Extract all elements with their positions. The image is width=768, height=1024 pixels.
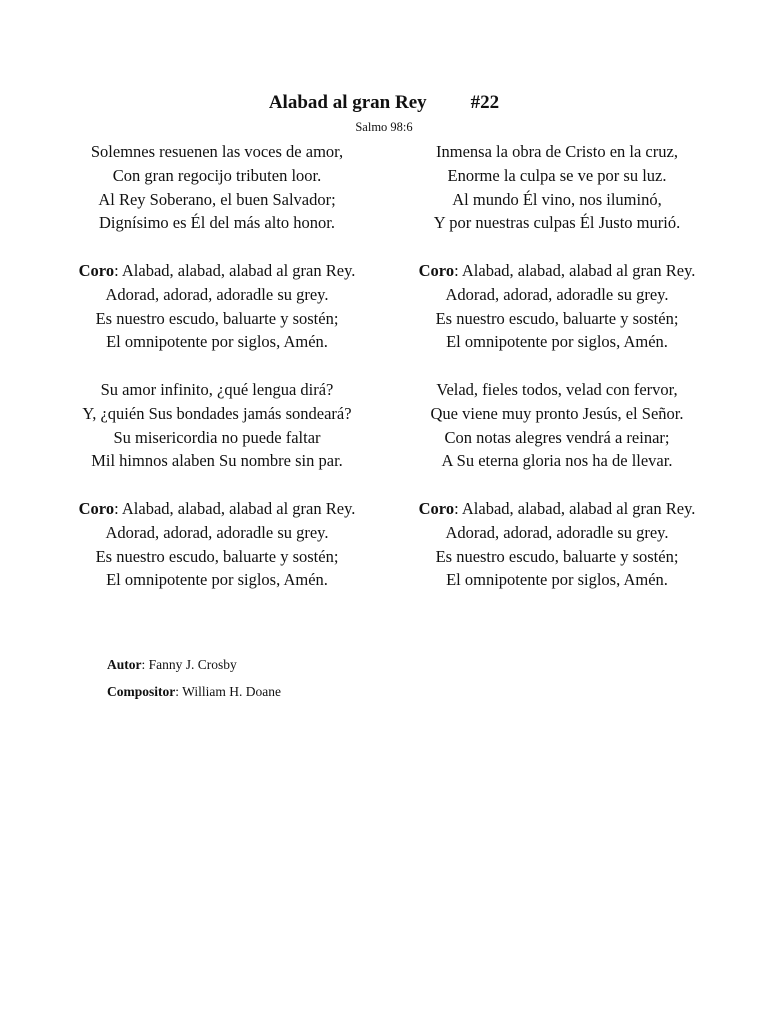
composer-credit [107,678,281,705]
verse-line: Su amor infinito, ¿qué lengua dirá? [100,379,334,399]
chorus-first-text: : Alabad, alabad, alabad al gran Rey. [454,498,696,518]
verse-4 [387,378,727,473]
chorus-first-text: : Alabad, alabad, alabad al gran Rey. [114,260,356,280]
verse-line: Y, ¿quién Sus bondades jamás sondeará? [82,403,352,423]
chorus-line: El omnipotente por siglos, Amén. [106,332,328,352]
hymn-title [0,92,768,114]
verse-2 [47,378,387,473]
right-column [387,140,727,616]
composer-name: : William H. Doane [175,684,281,699]
chorus-line: Adorad, adorad, adoradle su grey. [105,522,329,542]
composer-label: Compositor [107,684,176,699]
verse-line: Con gran regocijo tributen loor. [112,165,322,185]
verse-line: Con notas alegres vendrá a reinar; [444,427,670,447]
chorus-line: Adorad, adorad, adoradle su grey. [445,522,669,542]
chorus-line: El omnipotente por siglos, Amén. [446,570,668,590]
chorus-line: Es nuestro escudo, baluarte y sostén; [435,546,679,566]
verse-line: Que viene muy pronto Jesús, el Señor. [430,403,684,423]
chorus-first-text: : Alabad, alabad, alabad al gran Rey. [114,498,356,518]
verse-1 [47,140,387,235]
chorus-3 [387,259,727,354]
verse-line: Velad, fieles todos, velad con fervor, [436,379,678,399]
author-credit [107,651,281,678]
verse-line: Al Rey Soberano, el buen Salvador; [98,189,336,209]
scripture-reference: Salmo 98:6 [355,120,413,134]
chorus-line: Adorad, adorad, adoradle su grey. [445,284,669,304]
chorus-line: Es nuestro escudo, baluarte y sostén; [95,308,339,328]
chorus-4 [387,497,727,592]
left-column [47,140,387,616]
verse-line: Su misericordia no puede faltar [113,427,321,447]
verse-line: Y por nuestras culpas Él Justo murió. [433,213,681,233]
author-name: : Fanny J. Crosby [141,657,237,672]
chorus-line: Es nuestro escudo, baluarte y sostén; [95,546,339,566]
chorus-2 [47,497,387,592]
chorus-first-line [387,259,727,283]
chorus-label: Coro [78,260,115,280]
chorus-first-text: : Alabad, alabad, alabad al gran Rey. [454,260,696,280]
hymn-title-text: Alabad al gran Rey [268,92,427,113]
chorus-first-line [47,497,387,521]
verse-line: Solemnes resuenen las voces de amor, [90,142,344,161]
chorus-label: Coro [418,260,455,280]
verse-line: Enorme la culpa se ve por su luz. [447,165,667,185]
chorus-first-line [47,259,387,283]
chorus-1 [47,259,387,354]
chorus-line: El omnipotente por siglos, Amén. [106,570,328,590]
chorus-line: El omnipotente por siglos, Amén. [446,332,668,352]
verse-line: Dignísimo es Él del más alto honor. [98,213,336,233]
chorus-line: Adorad, adorad, adoradle su grey. [105,284,329,304]
chorus-line: Es nuestro escudo, baluarte y sostén; [435,308,679,328]
author-label: Autor [107,657,142,672]
verse-line: Al mundo Él vino, nos iluminó, [452,189,662,209]
verse-3 [387,140,727,235]
chorus-first-line [387,497,727,521]
chorus-label: Coro [418,498,455,518]
credits [107,651,281,705]
verse-line: Mil himnos alaben Su nombre sin par. [91,451,343,471]
chorus-label: Coro [78,498,115,518]
verse-line: A Su eterna gloria nos ha de llevar. [441,451,673,471]
hymn-number: #22 [470,92,500,113]
verse-line: Inmensa la obra de Cristo en la cruz, [436,142,678,161]
